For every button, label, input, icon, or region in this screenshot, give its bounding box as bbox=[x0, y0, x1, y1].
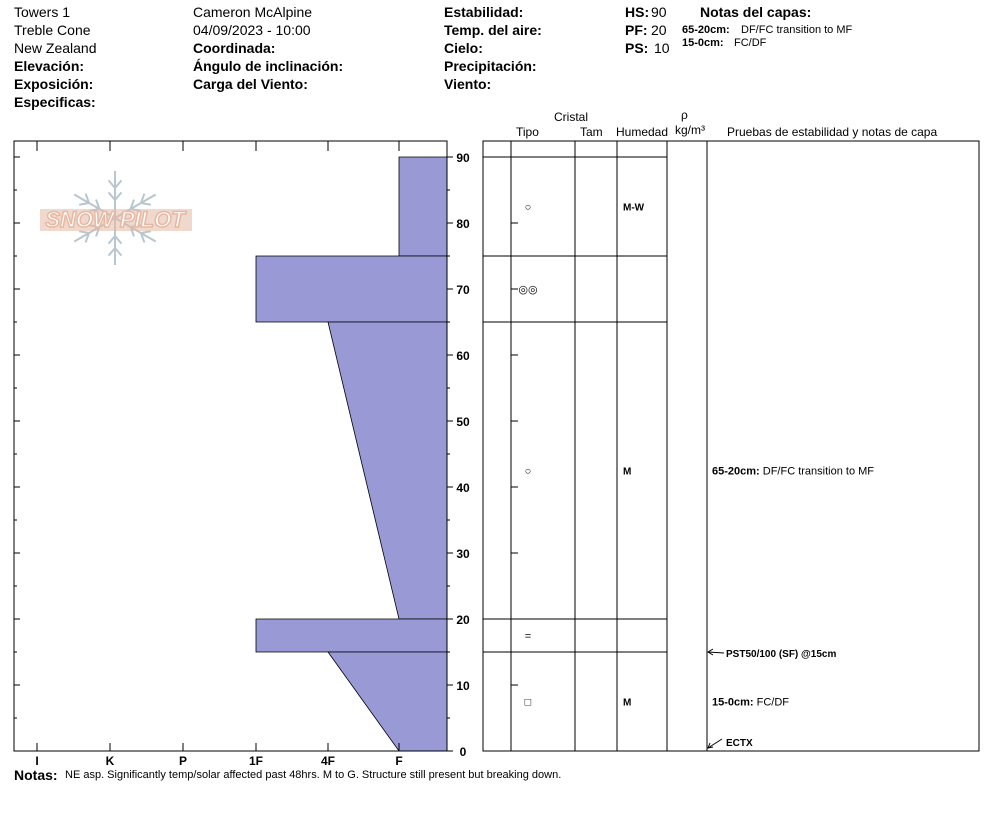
layer-note-range: 15-0cm: bbox=[712, 696, 757, 709]
y-tick-label: 10 bbox=[456, 679, 470, 693]
logo-wordmark: SNOW PILOT bbox=[45, 207, 185, 232]
air-temp-label: Temp. del aire: bbox=[444, 22, 542, 38]
y-tick-label: 70 bbox=[456, 283, 470, 297]
density-unit: kg/m³ bbox=[675, 123, 705, 137]
stability-test-result: PST50/100 (SF) @15cm bbox=[726, 649, 837, 660]
hs-label: HS: bbox=[625, 4, 650, 20]
elevation-label: Elevación: bbox=[14, 58, 85, 74]
layer-note bbox=[712, 697, 789, 709]
density-symbol: ρ bbox=[681, 108, 688, 122]
layer-note-range: 15-0cm: bbox=[682, 37, 724, 49]
ps-label: PS: bbox=[625, 40, 649, 56]
ps-value: 10 bbox=[654, 40, 670, 56]
hardness-layer-0 bbox=[399, 157, 447, 256]
layer-note-text: DF/FC transition to MF bbox=[741, 24, 853, 36]
location-name: Towers 1 bbox=[14, 4, 71, 20]
coordinates-label: Coordinada: bbox=[193, 40, 276, 56]
y-tick-label: 60 bbox=[456, 349, 470, 363]
grain-type-icon: □ bbox=[524, 696, 532, 709]
notes-text: NE asp. Significantly temp/solar affected past 48hrs. M to G. Structure still present but breaking down. bbox=[65, 769, 562, 781]
x-tick-label: P bbox=[178, 754, 188, 768]
layer-note-text: FC/DF bbox=[756, 696, 790, 709]
crystal-header: Cristal bbox=[554, 110, 589, 124]
type-header: Tipo bbox=[516, 125, 539, 139]
layer-note-range: 65-20cm: bbox=[712, 465, 763, 478]
moisture-value: M bbox=[623, 466, 632, 478]
hardness-layer-2 bbox=[328, 322, 447, 619]
grain-type-icon: = bbox=[524, 630, 532, 643]
layer-table bbox=[483, 141, 979, 751]
y-tick-label: 90 bbox=[456, 151, 470, 165]
grain-type-icon: ○ bbox=[524, 465, 532, 478]
test-arrow bbox=[708, 649, 724, 655]
pf-value: 20 bbox=[651, 22, 667, 38]
layer-note-text: FC/DF bbox=[734, 37, 767, 49]
y-tick-label: 0 bbox=[459, 745, 467, 759]
snowpilot-logo bbox=[40, 171, 192, 265]
tests-header: Pruebas de estabilidad y notas de capa bbox=[727, 125, 938, 139]
observation-datetime: 04/09/2023 - 10:00 bbox=[193, 22, 311, 38]
stability-test-result: ECTX bbox=[726, 738, 753, 749]
layer-note-text: DF/FC transition to MF bbox=[762, 465, 875, 478]
wind-label: Viento: bbox=[444, 76, 492, 92]
layer-note bbox=[712, 466, 874, 478]
wind-load-label: Carga del Viento: bbox=[193, 76, 308, 92]
hardness-profile bbox=[256, 157, 447, 751]
exposure-label: Exposición: bbox=[14, 76, 94, 92]
notes-label: Notas: bbox=[14, 767, 58, 783]
hs-value: 90 bbox=[651, 4, 667, 20]
grain-type-icon: ◎◎ bbox=[518, 284, 538, 296]
pf-label: PF: bbox=[625, 22, 648, 38]
layer-notes-title: Notas del capas: bbox=[700, 4, 812, 20]
sky-label: Cielo: bbox=[444, 40, 483, 56]
observer-name: Cameron McAlpine bbox=[193, 4, 313, 20]
layer-note-range: 65-20cm: bbox=[682, 24, 730, 36]
grain-type-icon: ○ bbox=[524, 201, 532, 214]
moisture-header: Humedad bbox=[616, 125, 669, 139]
area-name: Treble Cone bbox=[14, 22, 91, 38]
slope-angle-label: Ángulo de inclinación: bbox=[193, 58, 344, 74]
y-tick-label: 40 bbox=[456, 481, 470, 495]
stability-label: Estabilidad: bbox=[444, 4, 524, 20]
y-tick-label: 50 bbox=[456, 415, 470, 429]
y-tick-label: 80 bbox=[456, 217, 470, 231]
x-tick-label: 4F bbox=[320, 754, 336, 768]
x-tick-label: 1F bbox=[248, 754, 264, 768]
hardness-layer-1 bbox=[256, 256, 447, 322]
x-tick-label: I bbox=[35, 754, 39, 768]
moisture-value: M-W bbox=[623, 202, 645, 214]
hardness-layer-3 bbox=[256, 619, 447, 652]
moisture-value: M bbox=[623, 697, 632, 709]
country-name: New Zealand bbox=[14, 40, 97, 56]
size-header: Tam bbox=[580, 125, 603, 139]
x-tick-label: K bbox=[105, 754, 115, 768]
hardness-layer-4 bbox=[328, 652, 447, 751]
precipitation-label: Precipitación: bbox=[444, 58, 537, 74]
test-arrow bbox=[708, 739, 722, 748]
x-tick-label: F bbox=[395, 754, 403, 768]
y-tick-label: 30 bbox=[456, 547, 470, 561]
specifics-label: Especificas: bbox=[14, 94, 96, 110]
y-tick-label: 20 bbox=[456, 613, 470, 627]
